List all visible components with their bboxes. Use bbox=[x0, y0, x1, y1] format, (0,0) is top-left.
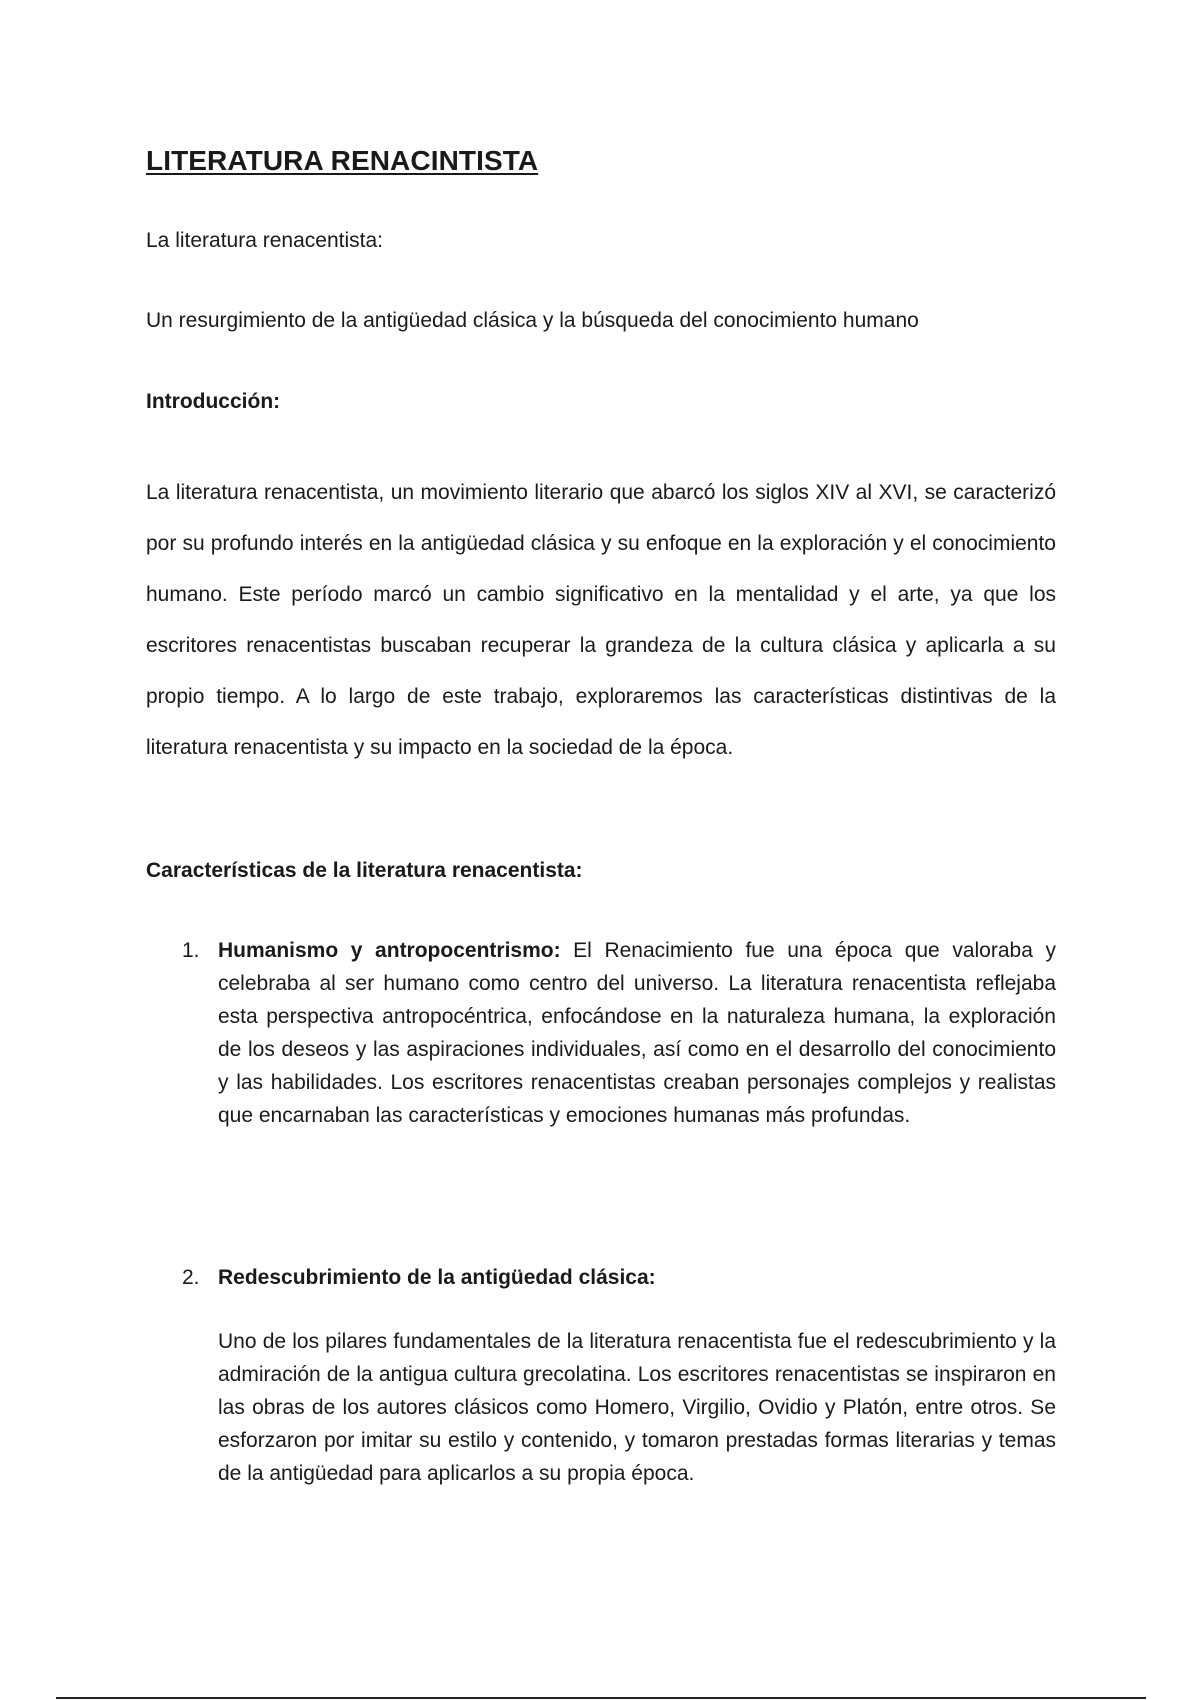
list-number: 2. bbox=[182, 1266, 200, 1289]
subtitle-label: La literatura renacentista: bbox=[146, 229, 383, 252]
document-title: LITERATURA RENACINTISTA bbox=[146, 145, 539, 176]
intro-heading: Introducción: bbox=[146, 390, 281, 413]
list-item-title: Redescubrimiento de la antigüedad clásica: bbox=[218, 1266, 656, 1289]
features-heading: Características de la literatura renacentista: bbox=[146, 859, 583, 882]
document-subtitle: Un resurgimiento de la antigüedad clásica y la búsqueda del conocimiento humano bbox=[146, 309, 919, 332]
page-bottom-rule bbox=[56, 1697, 1146, 1699]
intro-paragraph: La literatura renacentista, un movimiento literario que abarcó los siglos XIV al XVI, se caracterizó por su profundo interés en la antigüedad clásica y su enfoque en la exploración y el conocimiento humano. Este período marcó un cambio significativo en la mentalidad y el arte, ya que los escritores renacentistas buscaban recuperar la grandeza de la cultura clásica y aplicarla a su propio tiempo. A lo largo de este trabajo, exploraremos las características distintivas de la literatura renacentista y su impacto en la sociedad de la época. bbox=[146, 481, 1056, 759]
list-item-text: El Renacimiento fue una época que valoraba y celebraba al ser humano como centro del universo. La literatura renacentista reflejaba esta perspectiva antropocéntrica, enfocándose en la naturaleza humana, la exploración de los deseos y las aspiraciones individuales, así como en el desarrollo del conocimiento y las habilidades. Los escritores renacentistas creaban personajes complejos y realistas que encarnaban las características y emociones humanas más profundas. bbox=[218, 939, 1056, 1127]
list-item-text: Uno de los pilares fundamentales de la literatura renacentista fue el redescubrimiento y la admiración de la antigua cultura grecolatina. Los escritores renacentistas se inspiraron en las obras de los autores clásicos como Homero, Virgilio, Ovidio y Platón, entre otros. Se esforzaron por imitar su estilo y contenido, y tomaron prestadas formas literarias y temas de la antigüedad para aplicarlos a su propia época. bbox=[218, 1330, 1056, 1485]
list-item-title: Humanismo y antropocentrismo: bbox=[218, 939, 561, 962]
list-number: 1. bbox=[182, 939, 200, 962]
list-item-body bbox=[218, 934, 1056, 1132]
